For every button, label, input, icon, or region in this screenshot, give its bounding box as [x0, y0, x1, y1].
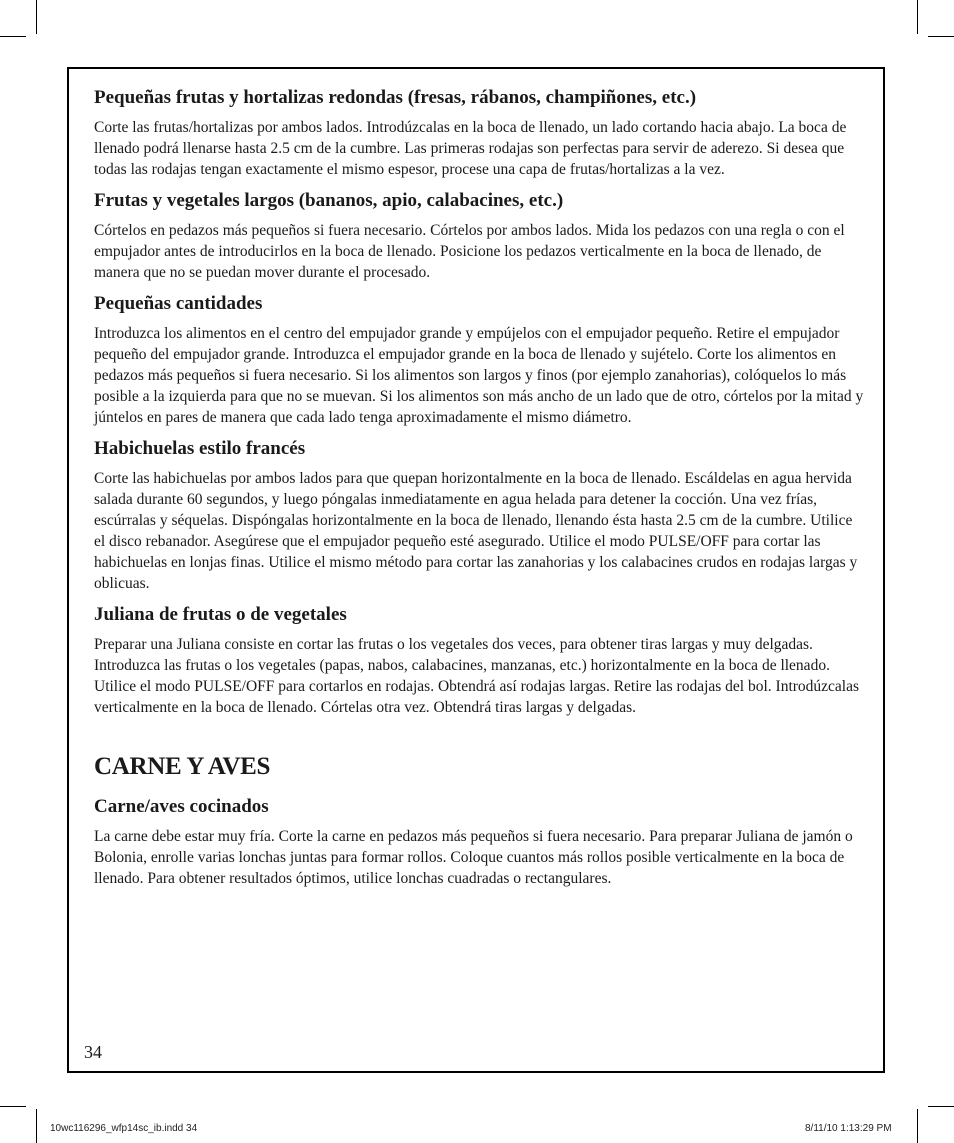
section-heading: Habichuelas estilo francés	[94, 438, 306, 459]
crop-mark	[928, 1106, 954, 1107]
crop-mark	[36, 0, 37, 34]
section-body: Preparar una Juliana consiste en cortar las frutas o los vegetales dos veces, para obtener tiras largas y muy delgadas. Introduzca las frutas o los vegetales (papas, nabos, calabacines, manzanas, etc.) horizontalmente en la boca de llenado. Utilice el modo PULSE/OFF para cortarlos en rodajas. Obtendrá así rodajas largas. Retire las rodajas del bol. Introdúzcalas verticalmente en la boca de llenado. Córtelas otra vez. Obtendrá tiras largas y delgadas.	[94, 636, 860, 716]
section-long-fruits	[94, 189, 864, 283]
section-body: Introduzca los alimentos en el centro del empujador grande y empújelos con el empujador pequeño. Retire el empujador pequeño del empujador grande. Introduzca el empujador grande en la boca de llenado y sujételo. Corte los alimentos en pedazos más pequeños si fuera necesario. Si los alimentos son largos y finos (por ejemplo zanahorias), colóquelos lo más posible a la izquierda para que no se muevan. Si los alimentos son más ancho de un lado que de otro, córtelos por la mitad y júntelos en pares de manera que cada lado tenga aproximadamente el mismo diámetro.	[94, 325, 864, 426]
section-body: La carne debe estar muy fría. Corte la carne en pedazos más pequeños si fuera necesario. Para preparar Juliana de jamón o Bolonia, enrolle varias lonchas juntas para formar rollos. Coloque cuantos más rollos posible verticalmente en la boca de llenado. Para obtener resultados óptimos, utilice lonchas cuadradas o rectangulares.	[94, 828, 853, 887]
section-body: Corte las frutas/hortalizas por ambos lados. Introdúzcalas en la boca de llenado, un lado cortando hacia abajo. La boca de llenado podrá llenarse hasta 2.5 cm de la cumbre. Las primeras rodajas son perfectas para servir de aderezo. Si desea que todas las rodajas tengan exactamente el mismo espesor, procese una capa de frutas/hortalizas a la vez.	[94, 119, 847, 178]
section-heading: Juliana de frutas o de vegetales	[94, 604, 347, 625]
crop-mark	[917, 0, 918, 34]
slug-file: 10wc116296_wfp14sc_ib.indd 34	[50, 1123, 198, 1134]
major-heading: CARNE Y AVES	[94, 753, 271, 780]
section-small-round-fruits	[94, 86, 864, 180]
section-body: Córtelos en pedazos más pequeños si fuera necesario. Córtelos por ambos lados. Mida los pedazos con una regla o con el empujador antes de introducirlos en la boca de llenado. Posicione los pedazos verticalmente en la boca de llenado, de manera que no se puedan mover durante el procesado.	[94, 222, 845, 281]
crop-mark	[0, 36, 26, 37]
crop-mark	[917, 1109, 918, 1143]
section-cooked-meat	[94, 795, 864, 889]
section-heading: Frutas y vegetales largos (bananos, apio, calabacines, etc.)	[94, 190, 564, 211]
section-heading: Carne/aves cocinados	[94, 796, 269, 817]
section-heading: Pequeñas frutas y hortalizas redondas (fresas, rábanos, champiñones, etc.)	[94, 87, 697, 108]
section-body: Corte las habichuelas por ambos lados para que quepan horizontalmente en la boca de llenado. Escáldelas en agua hervida salada durante 60 segundos, y luego póngalas inmediatamente en agua helada para detener la cocción. Una vez frías, escúrralas y séquelas. Dispóngalas horizontalmente en la boca de llenado, llenando ésta hasta 2.5 cm de la cumbre. Utilice el disco rebanador. Asegúrese que el empujador pequeño esté asegurado. Utilice el modo PULSE/OFF para cortar las habichuelas en lonjas finas. Utilice el mismo método para cortar las zanahorias y los calabacines crudos en rodajas largas y oblicuas.	[94, 470, 858, 592]
page-content	[94, 86, 864, 898]
crop-mark	[36, 1109, 37, 1143]
section-french-beans	[94, 437, 864, 594]
section-julienne	[94, 603, 864, 718]
page-number: 34	[84, 1042, 102, 1062]
slug-timestamp: 8/11/10 1:13:29 PM	[805, 1123, 892, 1134]
crop-mark	[928, 36, 954, 37]
crop-mark	[0, 1106, 26, 1107]
section-small-quantities	[94, 292, 864, 428]
section-heading: Pequeñas cantidades	[94, 293, 263, 314]
